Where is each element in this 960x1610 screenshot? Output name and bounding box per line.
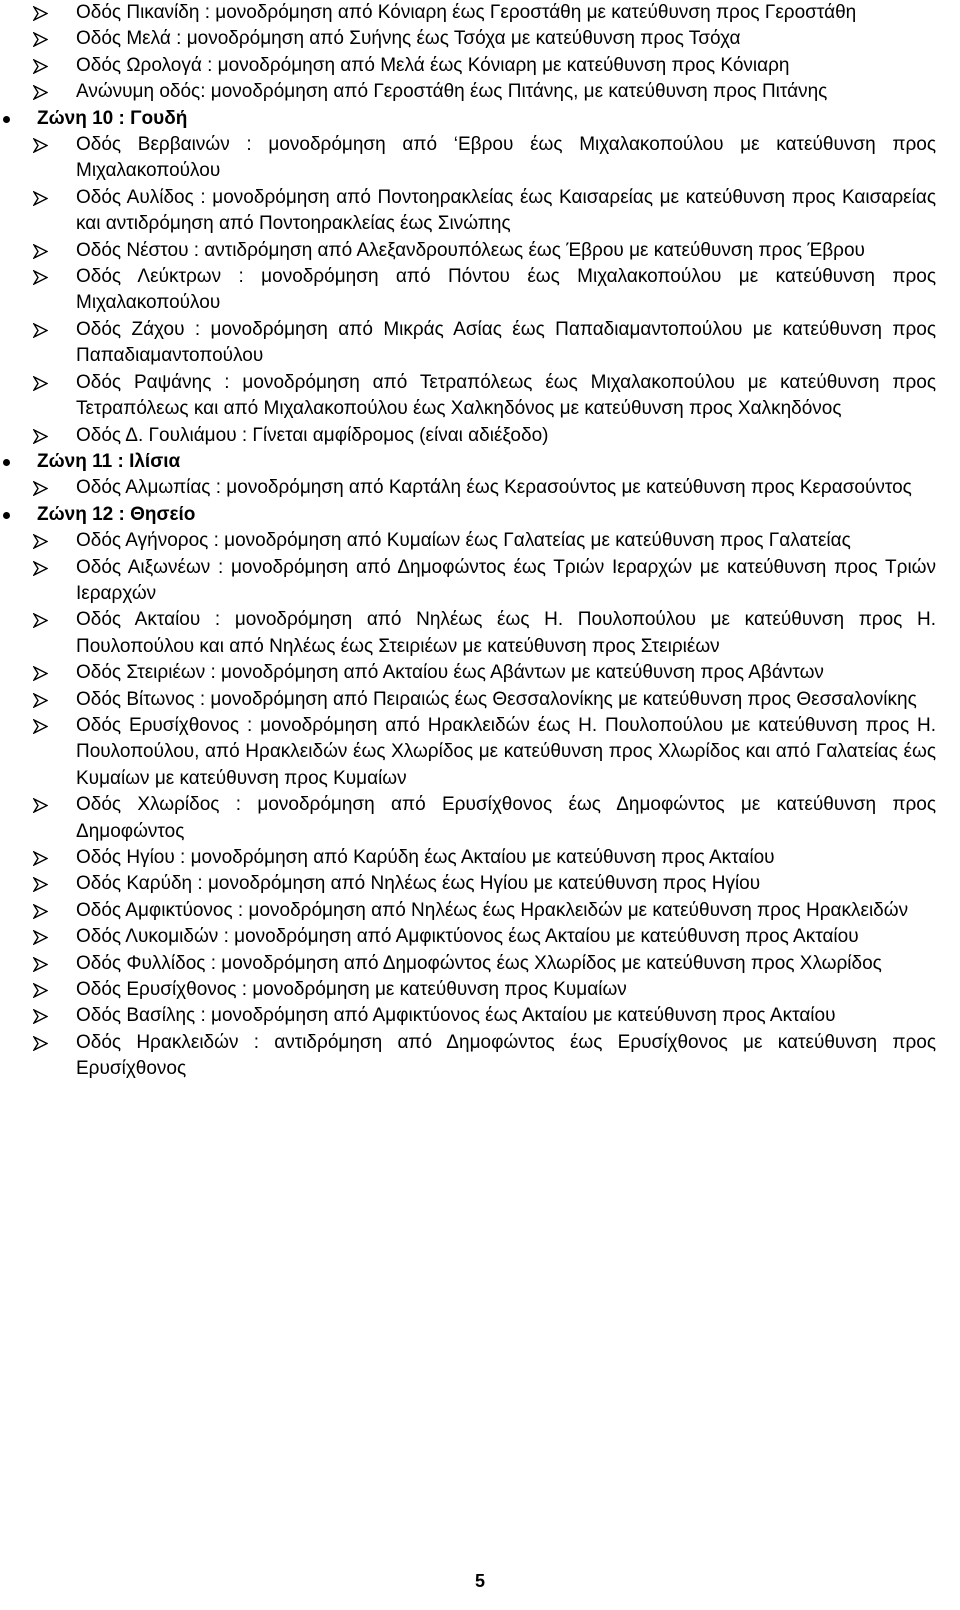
list-item (0, 238, 960, 264)
arrow-bullet-icon (33, 898, 53, 924)
arrow-bullet-icon (33, 185, 53, 211)
list-item (0, 528, 960, 554)
list-item (0, 845, 960, 871)
list-item-text: Οδός Φυλλίδος : μονοδρόμηση από Δημοφώντος έως Χλωρίδος με κατεύθυνση προς Χλωρίδος (76, 952, 882, 974)
zone-heading-text: Ζώνη 12 : Θησείο (37, 503, 196, 525)
list-item (0, 1030, 960, 1083)
arrow-bullet-icon (33, 53, 53, 79)
bullet-icon (3, 459, 10, 466)
arrow-bullet-icon (33, 475, 53, 501)
list-item-text: Οδός Βασίλης : μονοδρόμηση από Αμφικτύονος έως Ακταίου με κατεύθυνση προς Ακταίου (76, 1005, 836, 1027)
list-item-text: Οδός Ωρολογά : μονοδρόμηση από Μελά έως Κόνιαρη με κατεύθυνση προς Κόνιαρη (76, 54, 790, 76)
arrow-bullet-icon (33, 264, 53, 290)
arrow-bullet-icon (33, 871, 53, 897)
list-item (0, 898, 960, 924)
list-item-text: Οδός Λυκομιδών : μονοδρόμηση από Αμφικτύονος έως Ακταίου με κατεύθυνση προς Ακταίου (76, 926, 859, 948)
list-item (0, 79, 960, 105)
arrow-bullet-icon (33, 1003, 53, 1029)
list-item (0, 317, 960, 370)
list-item (0, 687, 960, 713)
list-item-text: Οδός Αμφικτύονος : μονοδρόμηση από Νηλέως έως Ηρακλειδών με κατεύθυνση προς Ηρακλειδών (76, 899, 909, 921)
list-item-text: Οδός Ακταίου : μονοδρόμηση από Νηλέως έως Η. Πουλοπούλου με κατεύθυνση προς Η. Πουλοπούλου και από Νηλέως έως Στειριέων με κατεύθυνση προς Στειριέων (76, 609, 936, 657)
zone-heading (0, 502, 960, 528)
list-item-text: Οδός Καρύδη : μονοδρόμηση από Νηλέως έως Ηγίου με κατεύθυνση προς Ηγίου (76, 873, 761, 895)
list-item (0, 53, 960, 79)
list-item-text: Οδός Ερυσίχθονος : μονοδρόμηση από Ηρακλειδών έως Η. Πουλοπούλου με κατεύθυνση προς Η. Πουλοπούλου, από Ηρακλειδών έως Χλωρίδος με κατεύθυνση προς Χλωρίδος και από Γαλατείας έως Κυμαίων με κατεύθυνση προς Κυμαίων (76, 714, 936, 789)
list-item-text: Ανώνυμη οδός: μονοδρόμηση από Γεροστάθη έως Πιτάνης, με κατεύθυνση προς Πιτάνης (76, 81, 828, 103)
arrow-bullet-icon (33, 79, 53, 105)
list-item-text: Οδός Αγήνορος : μονοδρόμηση από Κυμαίων έως Γαλατείας με κατεύθυνση προς Γαλατείας (76, 530, 851, 552)
arrow-bullet-icon (33, 528, 53, 554)
arrow-bullet-icon (33, 0, 53, 26)
arrow-bullet-icon (33, 792, 53, 818)
list-item (0, 264, 960, 317)
bullet-icon (3, 512, 10, 519)
list-item-text: Οδός Ηρακλειδών : αντιδρόμηση από Δημοφώντος έως Ερυσίχθονος με κατεύθυνση προς Ερυσίχθονος (76, 1031, 936, 1080)
list-item-text: Οδός Ζάχου : μονοδρόμηση από Μικράς Ασίας έως Παπαδιαμαντοπούλου με κατεύθυνση προς Παπαδιαμαντοπούλου (76, 318, 936, 367)
list-item-text: Οδός Στειριέων : μονοδρόμηση από Ακταίου έως Αβάντων με κατεύθυνση προς Αβάντων (76, 662, 824, 684)
list-item (0, 132, 960, 185)
list-item (0, 370, 960, 423)
list-item (0, 607, 960, 660)
list-item-text: Οδός Ραψάνης : μονοδρόμηση από Τετραπόλεως έως Μιχαλακοπούλου με κατεύθυνση προς Τετραπόλεως και από Μιχαλακοπούλου έως Χαλκηδόνος με κατεύθυνση προς Χαλκηδόνος (76, 371, 936, 420)
arrow-bullet-icon (33, 317, 53, 343)
list-item (0, 0, 960, 26)
list-item-text: Οδός Δ. Γουλιάμου : Γίνεται αμφίδρομος (είναι αδιέξοδο) (76, 424, 549, 446)
arrow-bullet-icon (33, 607, 53, 633)
list-item-text: Οδός Βίτωνος : μονοδρόμηση από Πειραιώς έως Θεσσαλονίκης με κατεύθυνση προς Θεσσαλονίκης (76, 688, 917, 710)
arrow-bullet-icon (33, 370, 53, 396)
list-item-text: Οδός Αλμωπίας : μονοδρόμηση από Καρτάλη έως Κερασούντος με κατεύθυνση προς Κερασούντος (76, 477, 912, 499)
arrow-bullet-icon (33, 713, 53, 739)
arrow-bullet-icon (33, 924, 53, 950)
zone-heading (0, 106, 960, 132)
arrow-bullet-icon (33, 423, 53, 449)
list-item (0, 423, 960, 449)
list-item (0, 660, 960, 686)
list-item (0, 924, 960, 950)
list-item-text: Οδός Νέστου : αντιδρόμηση από Αλεξανδρουπόλεως έως Έβρου με κατεύθυνση προς Έβρου (76, 239, 865, 261)
list-item (0, 951, 960, 977)
list-item-text: Οδός Λεύκτρων : μονοδρόμηση από Πόντου έως Μιχαλακοπούλου με κατεύθυνση προς Μιχαλακοπούλου (76, 266, 936, 314)
arrow-bullet-icon (33, 951, 53, 977)
list-item-text: Οδός Ερυσίχθονος : μονοδρόμηση με κατεύθυνση προς Κυμαίων (76, 979, 627, 1001)
arrow-bullet-icon (33, 555, 53, 581)
list-item-text: Οδός Αιξωνέων : μονοδρόμηση από Δημοφώντος έως Τριών Ιεραρχών με κατεύθυνση προς Τριών Ιεραρχών (76, 556, 936, 604)
list-item-text: Οδός Μελά : μονοδρόμηση από Συήνης έως Τσόχα με κατεύθυνση προς Τσόχα (76, 28, 741, 50)
list-item-text: Οδός Αυλίδος : μονοδρόμηση από Ποντοηρακλείας έως Καισαρείας με κατεύθυνση προς Καισαρείας και αντιδρόμηση από Ποντοηρακλείας έως Σινώπης (76, 186, 936, 235)
arrow-bullet-icon (33, 977, 53, 1003)
list-item (0, 475, 960, 501)
list-item-text: Οδός Πικανίδη : μονοδρόμηση από Κόνιαρη έως Γεροστάθη με κατεύθυνση προς Γεροστάθη (76, 2, 857, 23)
list-item (0, 1003, 960, 1029)
list-item-text: Οδός Βερβαινών : μονοδρόμηση από ‘Εβρου έως Μιχαλακοπούλου με κατεύθυνση προς Μιχαλακοπούλου (76, 134, 936, 182)
arrow-bullet-icon (33, 26, 53, 52)
list-item (0, 185, 960, 238)
zone-heading-text: Ζώνη 10 : Γουδή (37, 107, 188, 129)
zone-heading (0, 449, 960, 475)
list-item (0, 26, 960, 52)
arrow-bullet-icon (33, 1030, 53, 1056)
arrow-bullet-icon (33, 238, 53, 264)
arrow-bullet-icon (33, 132, 53, 158)
list-item-text: Οδός Ηγίου : μονοδρόμηση από Καρύδη έως Ακταίου με κατεύθυνση προς Ακταίου (76, 847, 775, 868)
arrow-bullet-icon (33, 660, 53, 686)
zone-heading-text: Ζώνη 11 : Ιλίσια (37, 450, 181, 472)
list-item (0, 792, 960, 845)
arrow-bullet-icon (33, 687, 53, 713)
list-item (0, 713, 960, 792)
list-item (0, 977, 960, 1003)
list-item-text: Οδός Χλωρίδος : μονοδρόμηση από Ερυσίχθονος έως Δημοφώντος με κατεύθυνση προς Δημοφώντος (76, 794, 936, 842)
arrow-bullet-icon (33, 845, 53, 871)
page-number: 5 (474, 1571, 485, 1591)
list-item (0, 555, 960, 608)
bullet-icon (3, 116, 10, 123)
list-item (0, 871, 960, 897)
